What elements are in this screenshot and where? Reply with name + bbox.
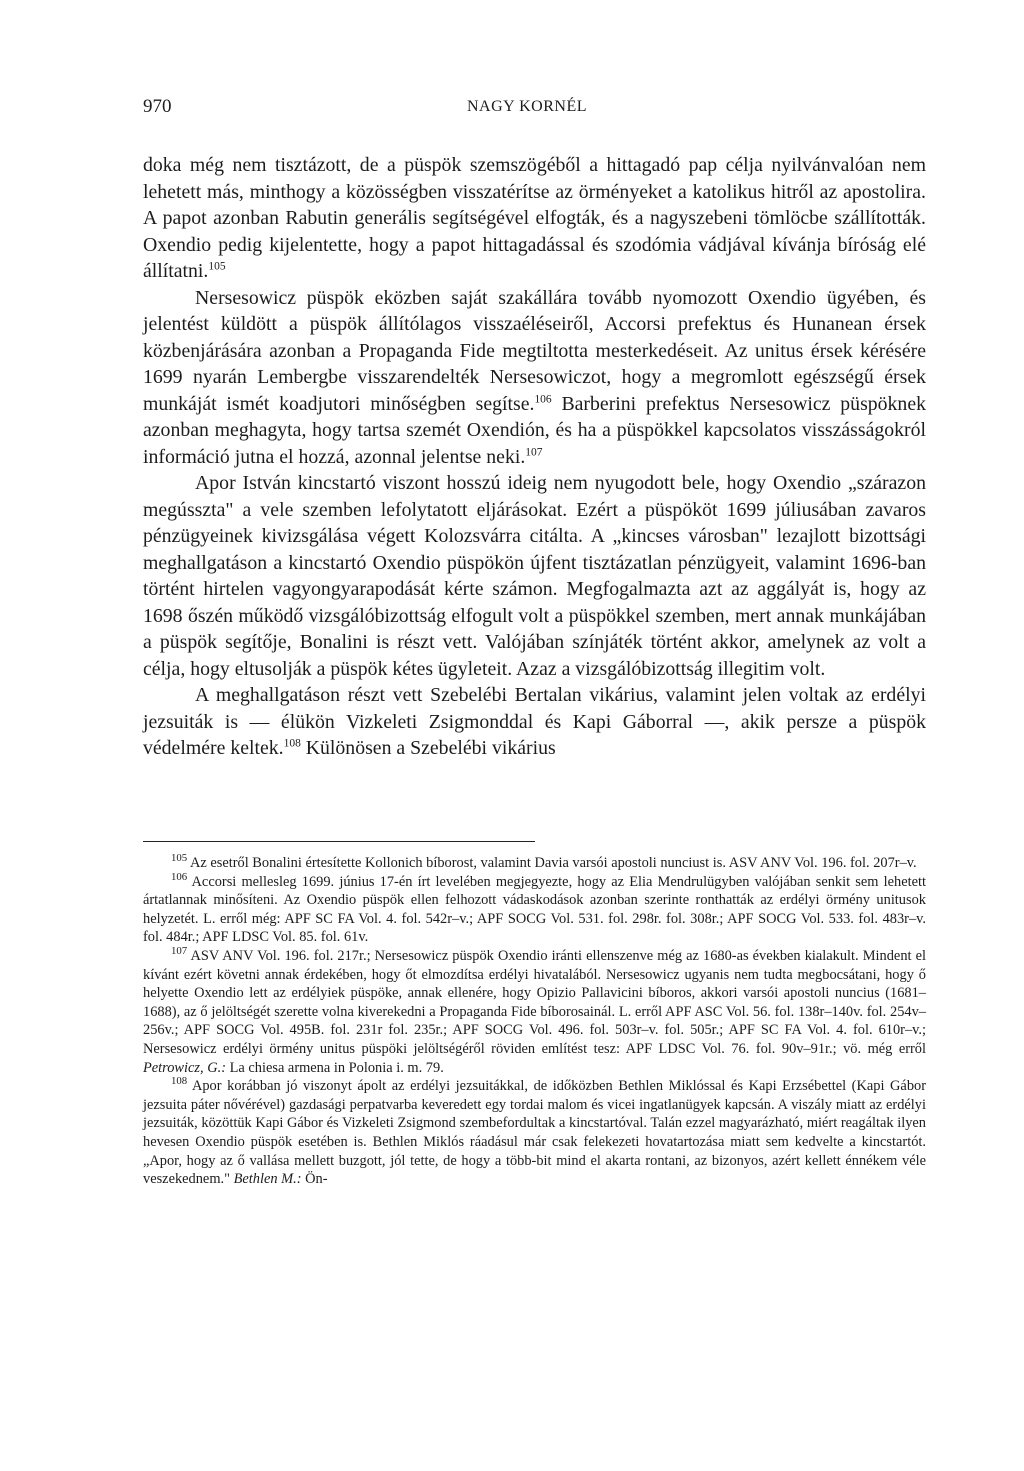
footnote-author: Petrowicz, G.: [143,1059,226,1076]
footnote-text: La chiesa armena in Polonia i. m. 79. [226,1059,444,1076]
footnote-105 [143,854,926,873]
paragraph-text: Különösen a Szebelébi vikárius [300,737,556,759]
paragraph [143,152,926,285]
paragraph-text: Barberini prefektus Nersesowicz püspöknek azonban meghagyta, hogy tartsa szemét Oxendión, és ha a püspökkel kapcsolatos visszásságokról információ jutna el hozzá, azonnal jelentse neki. [143,392,926,468]
footnote-number: 106 [171,870,188,883]
footnote-text: Apor korábban jó viszonyt ápolt az erdélyi jezsuitákkal, de időközben Bethlen Miklóssal és Kapi Erzsébettel (Kapi Gábor jezsuita páter nővérével) gazdasági perpatvarba keveredett egy tordai malom és vicei ingatlanügyek kapcsán. A viszály miatt az erdélyi jezsuiták, közöttük Kapi Gábor és Vizkeleti Zsigmond szembefordultak a kincstartóval. Talán ezzel magyarázható, miért reagáltak ilyen hevesen Oxendio püspök esetében is. Bethlen Miklós ráadásul már csak felekezeti hovatartozása miatt sem kedvelte a kincstartót. „Apor, hogy az ő vallása mellett buzgott, jól tette, de hogy a több-bit mind el akarta rontani, az bizonyos, azért kellett énnékem véle veszekednem." [143,1078,926,1188]
page-header [143,96,911,124]
footnote-108 [143,1077,926,1189]
paragraph [143,470,926,682]
footnote-author: Bethlen M.: [233,1171,302,1188]
paragraph-text: A meghallgatáson részt vett Szebelébi Bertalan vikárius, valamint jelen voltak az erdélyi jezsuiták is — élükön Vizkeleti Zsigmonddal és Kapi Gáborral —, akik persze a püspök védelmére keltek. [143,684,926,759]
footnote-number: 107 [171,945,188,958]
footnote-divider [143,841,535,842]
main-text [143,152,926,762]
paragraph-text: Apor István kincstartó viszont hosszú ideig nem nyugodott bele, hogy Oxendio „szárazon megússzta" a vele szemben lefolytatott eljárásokat. Ezért a püspököt 1699 júliusában zavaros pénzügyeinek kivizsgálása végett Kolozsvárra citálta. A „kincses városban" lezajlott bizottsági meghallgatáson a kincstartó Oxendio püspökön újfent tisztázatlan pénzügyeit, valamint 1696-ban történt hirtelen vagyongyarapodását kérte számon. Megfogalmazta azt az aggályát is, hogy az 1698 őszén működő vizsgálóbizottság elfogult volt a püspökkel szemben, mert annak munkájában a püspök segítője, Bonalini is részt vett. Valójában színjáték történt akkor, amelynek az volt a célja, hogy eltusolják a püspök kétes ügyleteit. Azaz a vizsgálóbizottság illegitim volt. [143,472,926,680]
footnote-106 [143,870,926,947]
paragraph-text: doka még nem tisztázott, de a püspök szemszögéből a hittagadó pap célja nyilvánvalóan nem lehetett más, minthogy a közösségben visszatérítse az örményeket a katolikus hitről az apostolira. A papot azonban Rabutin generális segítségével elfogták, és a nagyszebeni tömlöcbe szállították. Oxendio pedig kijelentette, hogy a papot hittagadással és szodómia vádjával kívánja bíróság elé állítatni. [143,154,926,282]
footnote-text: Az esetről Bonalini értesítette Kollonich bíborost, valamint Davia varsói apostoli nunciust is. ASV ANV Vol. 196. fol. 207r–v. [187,855,917,871]
footnote-text: Accorsi mellesleg 1699. június 17-én írt levelében megjegyezte, hogy az Elia Mendrulügyben valójában senkit sem lehetett ártatlannak minősíteni. Az Oxendio püspök ellen felhozott vádaskodások azonban szerinte ronthatták az erdélyi örmény unitusok helyzetét. L. erről még: APF SC FA Vol. 4. fol. 542r–v.; APF SOCG Vol. 531. fol. 298r. fol. 308r.; APF SOCG Vol. 533. fol. 483r–v. fol. 484r.; APF LDSC Vol. 85. fol. 61v. [143,873,926,946]
paragraph [143,285,926,471]
footnote-ref: 105 [208,260,226,273]
footnote-text: ASV ANV Vol. 196. fol. 217r.; Nersesowicz püspök Oxendio iránti ellenszenve még az 1680-as években kialakult. Mindent el kívánt ezért követni annak érdekében, hogy őt elmozdítsa erdélyi hivatalából. Nersesowicz ugyanis nem tudta megbocsátani, hogy ő helyette Oxendio lett az erdélyiek püspöke, annak ellenére, hogy Opizio Pallavicini bíboros, akkori varsói apostoli nuncius (1681–1688), az ő jelöltségét szerette volna kiverekedni a Propaganda Fide bíborosainál. L. erről APF ASC Vol. 56. fol. 138r–140v. fol. 254v–256v.; APF SOCG Vol. 495B. fol. 231r fol. 235r.; APF SOCG Vol. 496. fol. 503r–v. fol. 505r.; APF SC FA Vol. 4. fol. 610r–v.; Nersesowicz erdélyi örmény unitus püspöki jelöltségéről röviden említést tesz: APF LDSC Vol. 76. fol. 90v–91r.; vö. még erről [143,947,926,1057]
paragraph-text: Nersesowicz püspök eközben saját szakállára tovább nyomozott Oxendio ügyében, és jelentést küldött a püspök állítólagos visszaéléseiről, Accorsi prefektus és Hunanean érsek közbenjárására azonban a Propaganda Fide megtiltotta mesterkedéseit. Az unitus érsek kérésére 1699 nyarán Lembergbe visszarendelték Nersesowiczot, hogy a megromlott egészségű érsek munkáját ismét koadjutori minőségben segítse. [143,286,926,415]
running-head: NAGY KORNÉL [466,98,587,115]
footnote-ref: 106 [534,392,552,405]
footnote-number: 105 [171,852,188,865]
footnote-107 [143,947,926,1077]
footnote-text: Ön- [301,1171,328,1188]
page-number: 970 [143,96,172,117]
footnote-number: 108 [171,1075,188,1088]
footnote-ref: 108 [283,737,301,750]
footnotes [143,854,926,1189]
footnote-ref: 107 [525,445,543,458]
paragraph [143,682,926,762]
